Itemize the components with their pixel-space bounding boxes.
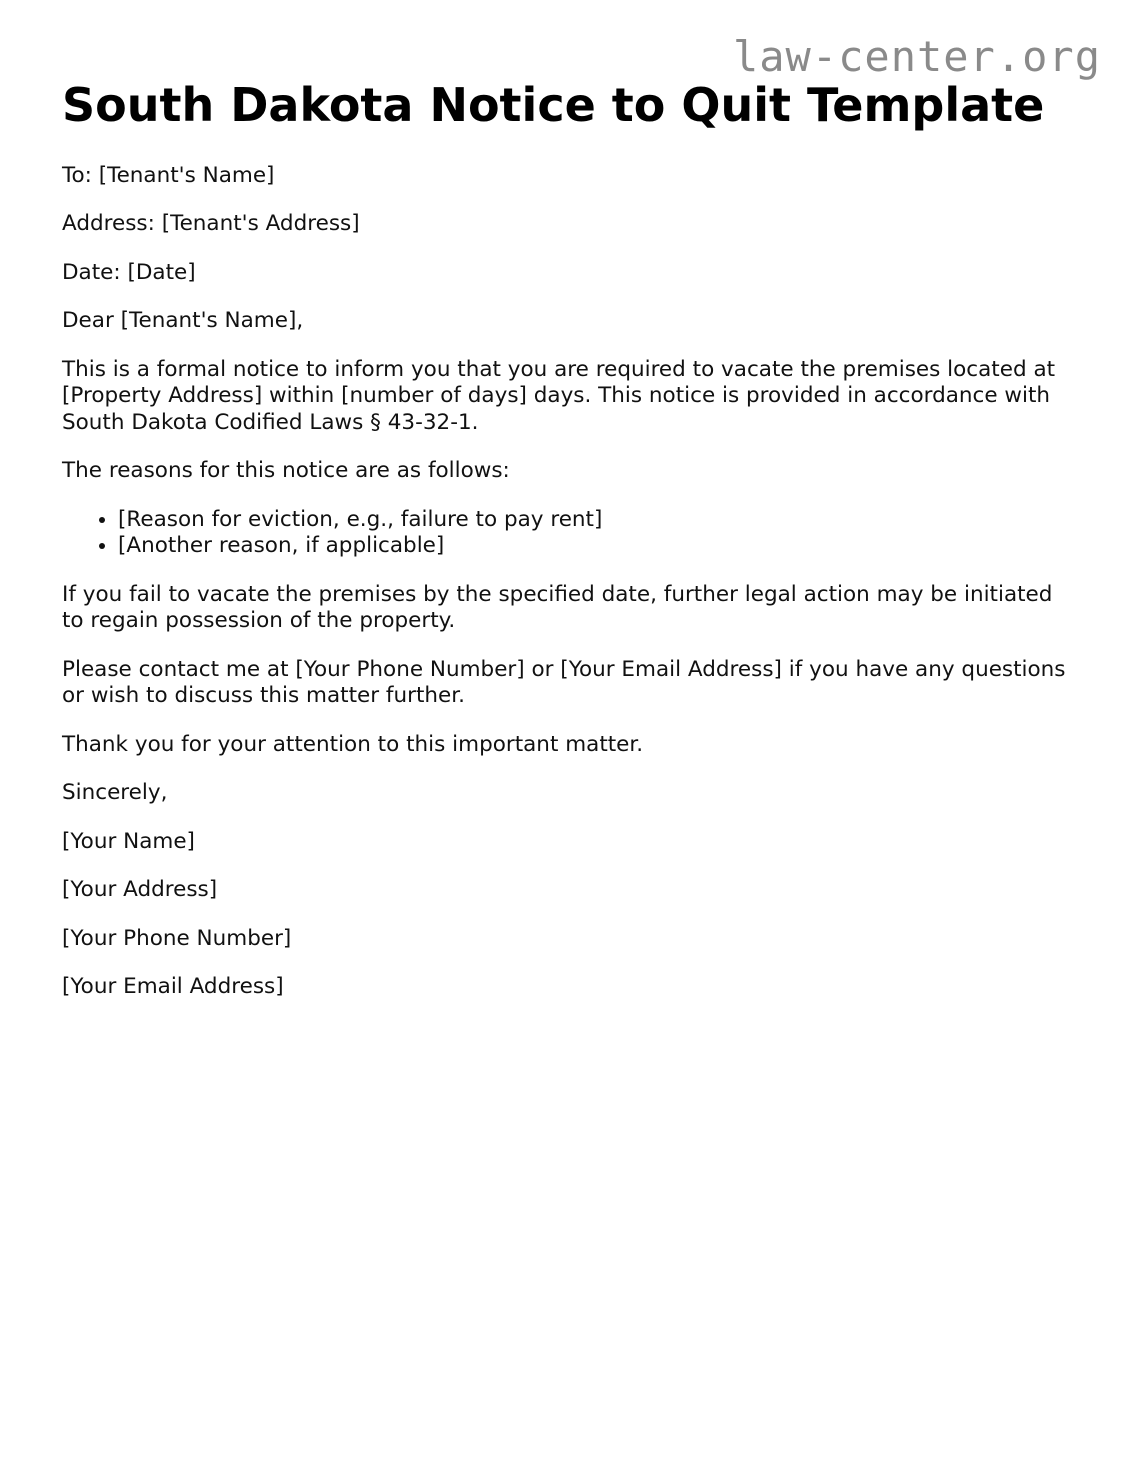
recipient-address-line: Address: [Tenant's Address] bbox=[62, 211, 360, 237]
reason-item: • [Another reason, if applicable] bbox=[118, 533, 1072, 560]
intro-paragraph: This is a formal notice to inform you that you are required to vacate the premises located at [Property Address] within [number of days] days. This notice is provided in accordance with South Dakota Codified Laws § 43-32-1. bbox=[62, 356, 1056, 435]
watermark: law-center.org bbox=[732, 32, 1101, 81]
signature-email: [Your Email Address] bbox=[62, 974, 284, 1000]
signature-phone: [Your Phone Number] bbox=[62, 925, 292, 951]
signature-address: [Your Address] bbox=[62, 877, 218, 903]
closing: Sincerely, bbox=[62, 780, 168, 806]
document-page bbox=[62, 80, 1072, 1023]
reason-item: • [Reason for eviction, e.g., failure to pay rent] bbox=[118, 507, 1072, 534]
salutation: Dear [Tenant's Name], bbox=[62, 308, 304, 334]
reasons-heading: The reasons for this notice are as follows: bbox=[62, 458, 510, 484]
document-title: South Dakota Notice to Quit Template bbox=[62, 78, 1045, 132]
recipient-line: To: [Tenant's Name] bbox=[62, 162, 275, 188]
thanks-line: Thank you for your attention to this important matter. bbox=[62, 731, 644, 757]
consequence-paragraph: If you fail to vacate the premises by the specified date, further legal action may be initiated to regain possession of the property. bbox=[62, 581, 1053, 634]
signature-name: [Your Name] bbox=[62, 828, 195, 854]
reasons-list bbox=[62, 507, 1072, 560]
date-line: Date: [Date] bbox=[62, 259, 196, 285]
contact-paragraph: Please contact me at [Your Phone Number] or [Your Email Address] if you have any questions or wish to discuss this matter further. bbox=[62, 656, 1066, 709]
